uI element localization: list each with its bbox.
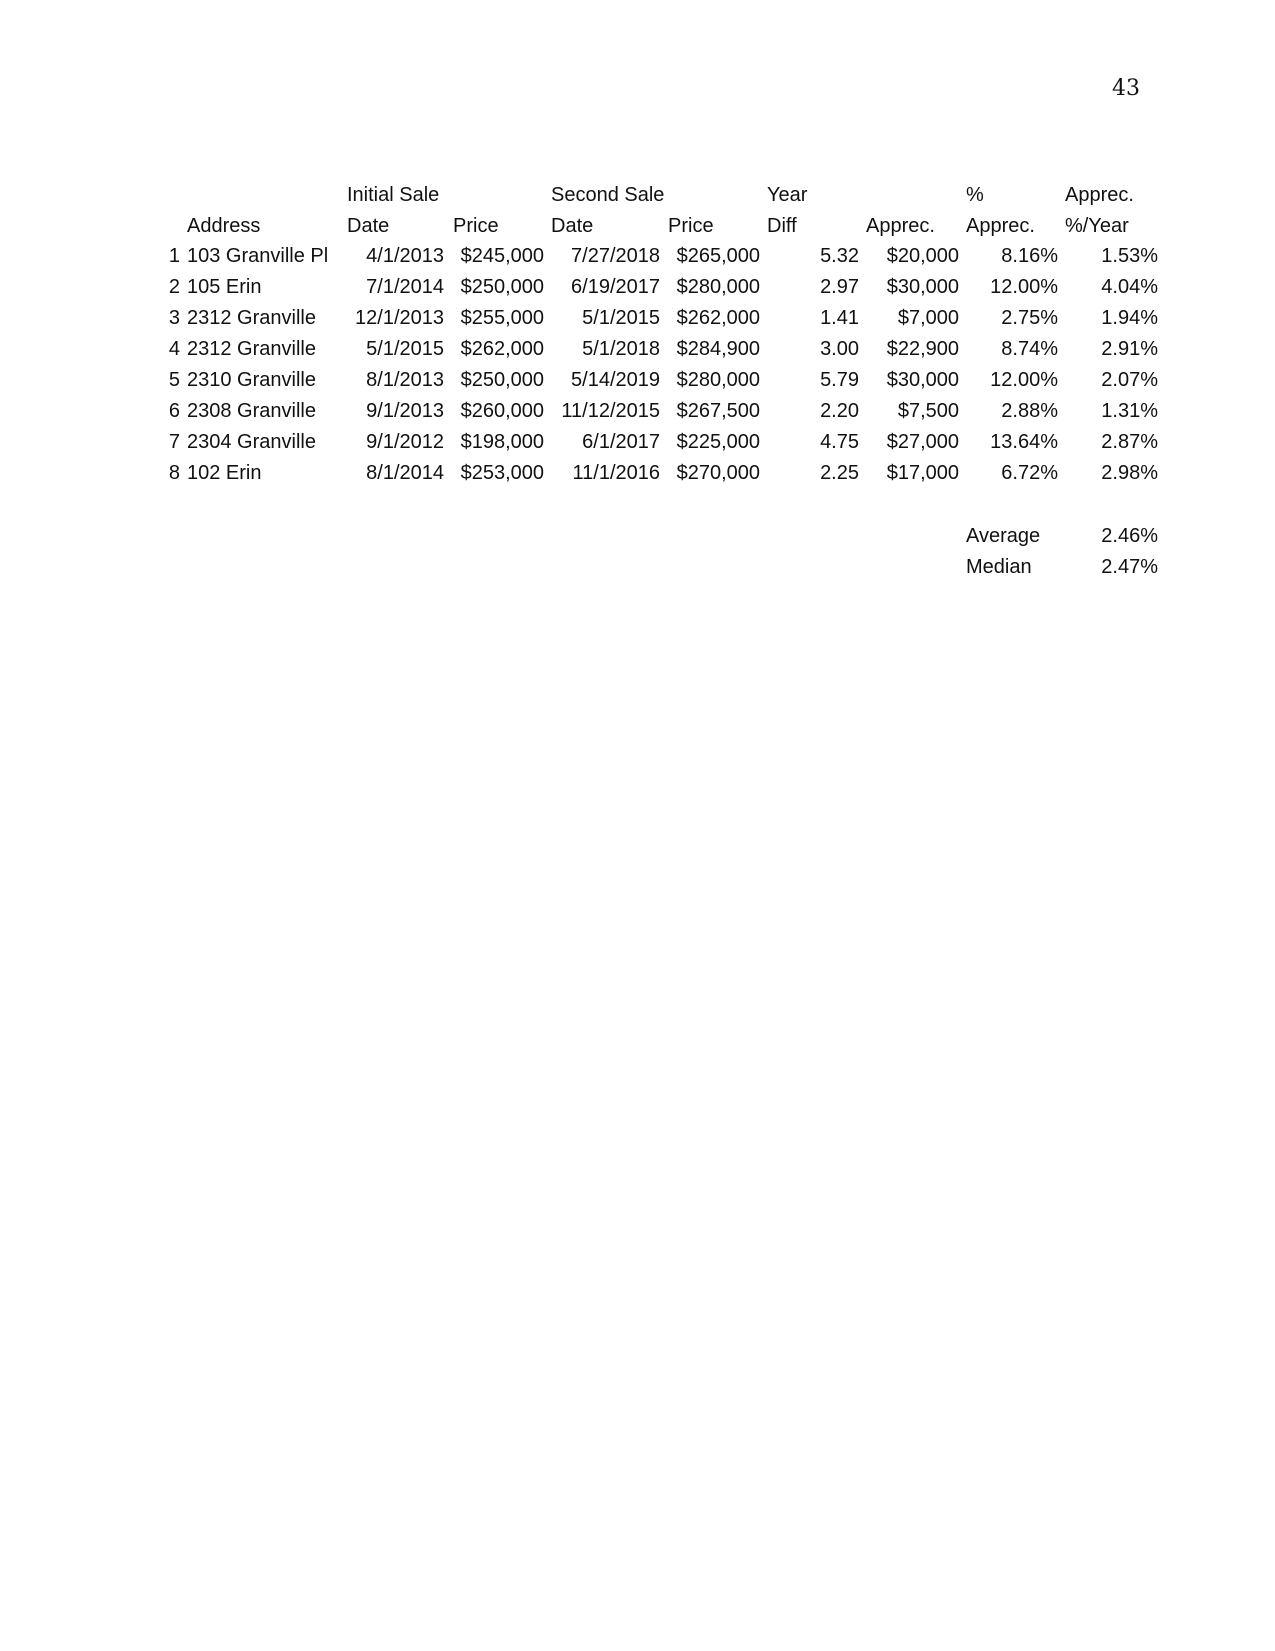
header-year: Year xyxy=(767,184,808,206)
apprec-cell: $7,500 xyxy=(897,400,959,422)
initial-price-cell: $262,000 xyxy=(460,338,544,360)
apprec-per-year-cell: 1.94% xyxy=(1101,307,1158,329)
header-address: Address xyxy=(187,215,261,237)
address-cell: 103 Granville Pl xyxy=(187,245,329,267)
year-diff-cell: 2.25 xyxy=(820,462,859,484)
row-number: 1 xyxy=(168,245,180,267)
year-diff-cell: 2.97 xyxy=(820,276,859,298)
row-number: 4 xyxy=(168,338,180,360)
address-cell: 2312 Granville xyxy=(187,307,316,329)
row-number: 3 xyxy=(168,307,180,329)
second-date-cell: 6/1/2017 xyxy=(582,431,660,453)
year-diff-cell: 1.41 xyxy=(820,307,859,329)
apprec-per-year-cell: 2.91% xyxy=(1101,338,1158,360)
second-date-cell: 7/27/2018 xyxy=(571,245,660,267)
apprec-per-year-cell: 2.87% xyxy=(1101,431,1158,453)
second-price-cell: $265,000 xyxy=(676,245,760,267)
row-number: 7 xyxy=(168,431,180,453)
initial-price-cell: $250,000 xyxy=(460,276,544,298)
second-price-cell: $270,000 xyxy=(676,462,760,484)
initial-price-cell: $198,000 xyxy=(460,431,544,453)
pct-apprec-cell: 12.00% xyxy=(990,276,1058,298)
header-second-price: Price xyxy=(668,215,714,237)
header-apprec-per-year: %/Year xyxy=(1065,215,1129,237)
second-price-cell: $225,000 xyxy=(676,431,760,453)
header-second-date: Date xyxy=(551,215,594,237)
initial-price-cell: $260,000 xyxy=(460,400,544,422)
second-price-cell: $267,500 xyxy=(676,400,760,422)
initial-date-cell: 7/1/2014 xyxy=(366,276,444,298)
apprec-per-year-cell: 4.04% xyxy=(1101,276,1158,298)
initial-date-cell: 12/1/2013 xyxy=(355,307,444,329)
header-percent: % xyxy=(966,184,984,206)
apprec-per-year-cell: 1.31% xyxy=(1101,400,1158,422)
summary-average-label: Average xyxy=(966,525,1041,547)
second-date-cell: 5/1/2015 xyxy=(582,307,660,329)
second-date-cell: 5/14/2019 xyxy=(571,369,660,391)
row-number: 5 xyxy=(168,369,180,391)
apprec-per-year-cell: 1.53% xyxy=(1101,245,1158,267)
pct-apprec-cell: 2.75% xyxy=(1001,307,1058,329)
initial-price-cell: $253,000 xyxy=(460,462,544,484)
summary-average-value: 2.46% xyxy=(1101,525,1158,547)
header-year-diff: Diff xyxy=(767,215,797,237)
apprec-cell: $7,000 xyxy=(897,307,959,329)
initial-date-cell: 5/1/2015 xyxy=(366,338,444,360)
pct-apprec-cell: 8.74% xyxy=(1001,338,1058,360)
year-diff-cell: 2.20 xyxy=(820,400,859,422)
address-cell: 2312 Granville xyxy=(187,338,316,360)
second-date-cell: 6/19/2017 xyxy=(571,276,660,298)
year-diff-cell: 3.00 xyxy=(820,338,859,360)
year-diff-cell: 5.79 xyxy=(820,369,859,391)
initial-date-cell: 8/1/2013 xyxy=(366,369,444,391)
address-cell: 2304 Granville xyxy=(187,431,316,453)
pct-apprec-cell: 6.72% xyxy=(1001,462,1058,484)
page-number: 43 xyxy=(1112,76,1140,101)
header-pct-apprec: Apprec. xyxy=(966,215,1035,237)
second-price-cell: $280,000 xyxy=(676,369,760,391)
row-number: 8 xyxy=(168,462,180,484)
summary-median-label: Median xyxy=(966,556,1032,578)
second-date-cell: 5/1/2018 xyxy=(582,338,660,360)
address-cell: 105 Erin xyxy=(187,276,262,298)
row-number: 2 xyxy=(168,276,180,298)
row-number: 6 xyxy=(168,400,180,422)
address-cell: 102 Erin xyxy=(187,462,262,484)
address-cell: 2308 Granville xyxy=(187,400,316,422)
apprec-cell: $30,000 xyxy=(886,276,959,298)
header-apprec-group: Apprec. xyxy=(1065,184,1134,206)
pct-apprec-cell: 13.64% xyxy=(990,431,1058,453)
header-initial-date: Date xyxy=(347,215,390,237)
apprec-per-year-cell: 2.98% xyxy=(1101,462,1158,484)
apprec-cell: $30,000 xyxy=(886,369,959,391)
pct-apprec-cell: 8.16% xyxy=(1001,245,1058,267)
apprec-cell: $22,900 xyxy=(886,338,959,360)
header-initial-sale: Initial Sale xyxy=(347,184,440,206)
apprec-per-year-cell: 2.07% xyxy=(1101,369,1158,391)
address-cell: 2310 Granville xyxy=(187,369,316,391)
year-diff-cell: 4.75 xyxy=(820,431,859,453)
initial-date-cell: 9/1/2012 xyxy=(366,431,444,453)
header-apprec: Apprec. xyxy=(866,215,935,237)
apprec-cell: $20,000 xyxy=(886,245,959,267)
apprec-cell: $17,000 xyxy=(886,462,959,484)
initial-price-cell: $250,000 xyxy=(460,369,544,391)
second-price-cell: $280,000 xyxy=(676,276,760,298)
initial-date-cell: 4/1/2013 xyxy=(366,245,444,267)
initial-price-cell: $245,000 xyxy=(460,245,544,267)
pct-apprec-cell: 12.00% xyxy=(990,369,1058,391)
initial-date-cell: 9/1/2013 xyxy=(366,400,444,422)
second-date-cell: 11/12/2015 xyxy=(561,400,660,422)
second-price-cell: $284,900 xyxy=(676,338,760,360)
apprec-cell: $27,000 xyxy=(886,431,959,453)
initial-price-cell: $255,000 xyxy=(460,307,544,329)
summary-median-value: 2.47% xyxy=(1101,556,1158,578)
year-diff-cell: 5.32 xyxy=(820,245,859,267)
second-price-cell: $262,000 xyxy=(676,307,760,329)
header-initial-price: Price xyxy=(453,215,499,237)
pct-apprec-cell: 2.88% xyxy=(1001,400,1058,422)
second-date-cell: 11/1/2016 xyxy=(572,462,660,484)
initial-date-cell: 8/1/2014 xyxy=(366,462,444,484)
header-second-sale: Second Sale xyxy=(551,184,665,206)
